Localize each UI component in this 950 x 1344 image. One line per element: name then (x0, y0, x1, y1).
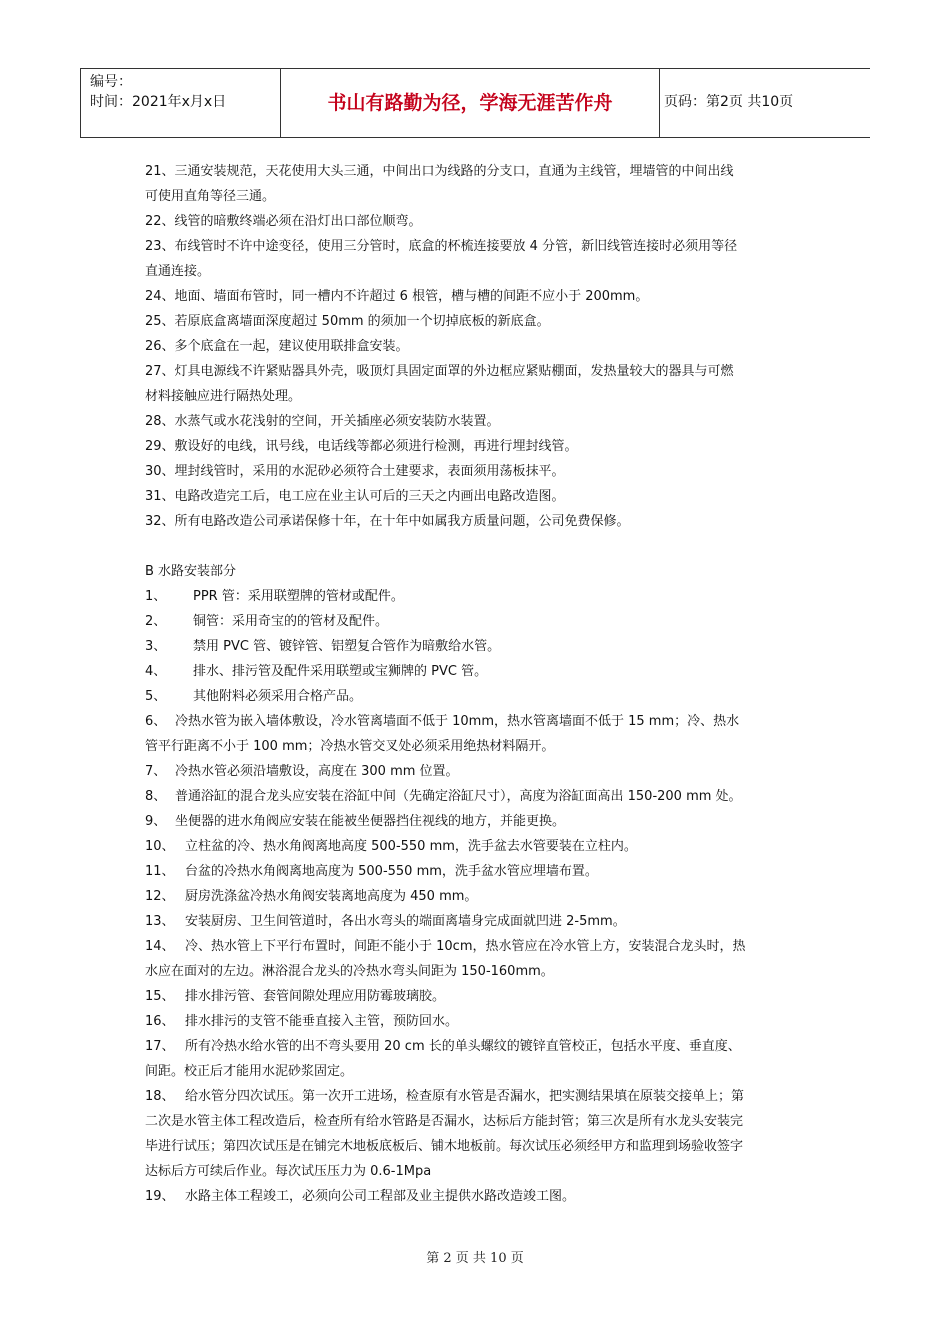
list-item: 24、地面、墙面布管时，同一槽内不许超过 6 根管，槽与槽的间距不应小于 200mm。 (145, 289, 649, 304)
list-item: 直通连接。 (145, 264, 211, 279)
document-number-label: 编号： (90, 74, 132, 90)
list-item-number: 14、 (145, 939, 175, 954)
list-item (145, 884, 810, 909)
list-item (145, 1109, 810, 1134)
header-page-info: 页码：第2页 共10页 (664, 94, 794, 110)
list-item-number: 16、 (145, 1014, 175, 1029)
list-item-number: 5、 (145, 689, 167, 704)
page-footer: 第 2 页 共 10 页 (426, 1251, 524, 1266)
list-item-text: 冷热水管为嵌入墙体敷设，冷水管离墙面不低于 10mm，热水管离墙面不低于 15 mm；冷、热水 (175, 714, 740, 729)
list-item (145, 709, 810, 734)
list-item (145, 1184, 810, 1209)
list-item-text: 厨房洗涤盆冷热水角阀安装离地高度为 450 mm。 (185, 889, 478, 904)
list-item-number: 11、 (145, 864, 175, 879)
list-item-text: 冷、热水管上下平行布置时，间距不能小于 10cm，热水管应在冷水管上方，安装混合龙头时，热 (185, 939, 746, 954)
list-item-text: 间距。校正后才能用水泥砂浆固定。 (145, 1064, 354, 1079)
list-item-number: 9、 (145, 814, 167, 829)
list-item (145, 834, 810, 859)
list-item-text: 冷热水管必须沿墙敷设，高度在 300 mm 位置。 (175, 764, 459, 779)
document-date: 时间：2021年x月x日 (90, 94, 227, 110)
list-item-number: 18、 (145, 1089, 175, 1104)
water-items-list-a (145, 584, 810, 709)
list-item (145, 809, 810, 834)
list-item-text: 管平行距离不小于 100 mm；冷热水管交叉处必须采用绝热材料隔开。 (145, 739, 555, 754)
list-item-number: 2、 (145, 614, 167, 629)
list-item-number: 15、 (145, 989, 175, 1004)
list-item-number: 12、 (145, 889, 175, 904)
list-item: 25、若原底盒离墙面深度超过 50mm 的须加一个切掉底板的新底盒。 (145, 314, 550, 329)
list-item: 21、三通安装规范，天花使用大头三通，中间出口为线路的分支口，直通为主线管，埋墙管的中间出线 (145, 164, 734, 179)
list-item (145, 659, 810, 684)
list-item (145, 784, 810, 809)
list-item (145, 984, 810, 1009)
document-body (145, 159, 810, 1209)
list-item (145, 609, 810, 634)
water-section-title: B 水路安装部分 (145, 564, 237, 579)
list-item (145, 1009, 810, 1034)
list-item (145, 684, 810, 709)
list-item (145, 934, 810, 959)
list-item: 26、多个底盒在一起，建议使用联排盒安装。 (145, 339, 409, 354)
water-items-list-c (145, 834, 810, 1209)
list-item (145, 1134, 810, 1159)
list-item: 32、所有电路改造公司承诺保修十年，在十年中如属我方质量问题，公司免费保修。 (145, 514, 630, 529)
list-item-text: 铜管：采用奇宝的的管材及配件。 (193, 614, 389, 629)
list-item-text: 其他附料必须采用合格产品。 (193, 689, 363, 704)
list-item (145, 734, 810, 759)
header-page-cell (659, 69, 870, 137)
list-item: 材料接触应进行隔热处理。 (145, 389, 302, 404)
list-item-text: 达标后方可续后作业。每次试压压力为 0.6-1Mpa (145, 1164, 432, 1179)
list-item (145, 1034, 810, 1059)
list-item-number: 13、 (145, 914, 175, 929)
list-item-text: 坐便器的进水角阀应安装在能被坐便器挡住视线的地方，并能更换。 (175, 814, 566, 829)
list-item: 31、电路改造完工后，电工应在业主认可后的三天之内画出电路改造图。 (145, 489, 565, 504)
list-item-number: 6、 (145, 714, 167, 729)
list-item-number: 17、 (145, 1039, 175, 1054)
section-gap (145, 534, 810, 559)
list-item: 27、灯具电源线不许紧贴器具外壳，吸顶灯具固定面罩的外边框应紧贴棚面，发热量较大的器具与可燃 (145, 364, 734, 379)
list-item (145, 584, 810, 609)
list-item-text: 普通浴缸的混合龙头应安装在浴缸中间（先确定浴缸尺寸），高度为浴缸面高出 150-200 mm 处。 (175, 789, 742, 804)
list-item-text: 排水排污管、套管间隙处理应用防霉玻璃胶。 (185, 989, 446, 1004)
electric-items-list (145, 159, 810, 534)
list-item-number: 1、 (145, 589, 167, 604)
list-item: 28、水蒸气或水花浅射的空间，开关插座必须安装防水装置。 (145, 414, 500, 429)
list-item (145, 634, 810, 659)
list-item-number: 7、 (145, 764, 167, 779)
list-item-text: 安装厨房、卫生间管道时，各出水弯头的端面离墙身完成面就凹进 2-5mm。 (185, 914, 626, 929)
list-item-number: 8、 (145, 789, 167, 804)
list-item-number: 19、 (145, 1189, 175, 1204)
list-item-text: 排水排污的支管不能垂直接入主管，预防回水。 (185, 1014, 459, 1029)
list-item: 30、埋封线管时，采用的水泥砂必须符合土建要求，表面须用荡板抹平。 (145, 464, 565, 479)
list-item (145, 1084, 810, 1109)
list-item-number: 10、 (145, 839, 175, 854)
header-motto: 书山有路勤为径，学海无涯苦作舟 (327, 92, 613, 114)
list-item-number: 4、 (145, 664, 167, 679)
header-motto-cell (280, 69, 660, 137)
list-item: 23、布线管时不许中途变径，使用三分管时，底盒的杯梳连接要放 4 分管，新旧线管连接时必须用等径 (145, 239, 738, 254)
list-item-text: 立柱盆的冷、热水角阀离地高度 500-550 mm，洗手盆去水管要装在立柱内。 (185, 839, 637, 854)
water-items-list-b (145, 709, 810, 834)
list-item-text: 二次是水管主体工程改造后，检查所有给水管路是否漏水，达标后方能封管；第三次是所有水龙头安装完 (145, 1114, 744, 1129)
header-meta-cell (80, 69, 281, 137)
list-item-text: 禁用 PVC 管、镀锌管、铝塑复合管作为暗敷给水管。 (193, 639, 501, 654)
list-item: 可使用直角等径三通。 (145, 189, 276, 204)
list-item (145, 959, 810, 984)
list-item (145, 1159, 810, 1184)
list-item (145, 759, 810, 784)
list-item-text: PPR 管：采用联塑牌的管材或配件。 (193, 589, 404, 604)
list-item-text: 台盆的冷热水角阀离地高度为 500-550 mm，洗手盆水管应埋墙布置。 (185, 864, 598, 879)
list-item (145, 909, 810, 934)
list-item-text: 毕进行试压；第四次试压是在铺完木地板底板后、铺木地板前。每次试压必须经甲方和监理到场验收签字 (145, 1139, 744, 1154)
list-item-text: 排水、排污管及配件采用联塑或宝狮牌的 PVC 管。 (193, 664, 488, 679)
list-item: 22、线管的暗敷终端必须在沿灯出口部位顺弯。 (145, 214, 422, 229)
list-item-number: 3、 (145, 639, 167, 654)
list-item (145, 1059, 810, 1084)
list-item (145, 859, 810, 884)
list-item: 29、敷设好的电线，讯号线，电话线等都必须进行检测，再进行埋封线管。 (145, 439, 578, 454)
list-item-text: 所有冷热水给水管的出不弯头要用 20 cm 长的单头螺纹的镀锌直管校正，包括水平度、垂直度、 (185, 1039, 741, 1054)
list-item-text: 给水管分四次试压。第一次开工进场，检查原有水管是否漏水，把实测结果填在原装交接单上；第 (185, 1089, 745, 1104)
list-item-text: 水路主体工程竣工，必须向公司工程部及业主提供水路改造竣工图。 (185, 1189, 576, 1204)
page-header (80, 68, 870, 138)
list-item-text: 水应在面对的左边。淋浴混合龙头的冷热水弯头间距为 150-160mm。 (145, 964, 554, 979)
